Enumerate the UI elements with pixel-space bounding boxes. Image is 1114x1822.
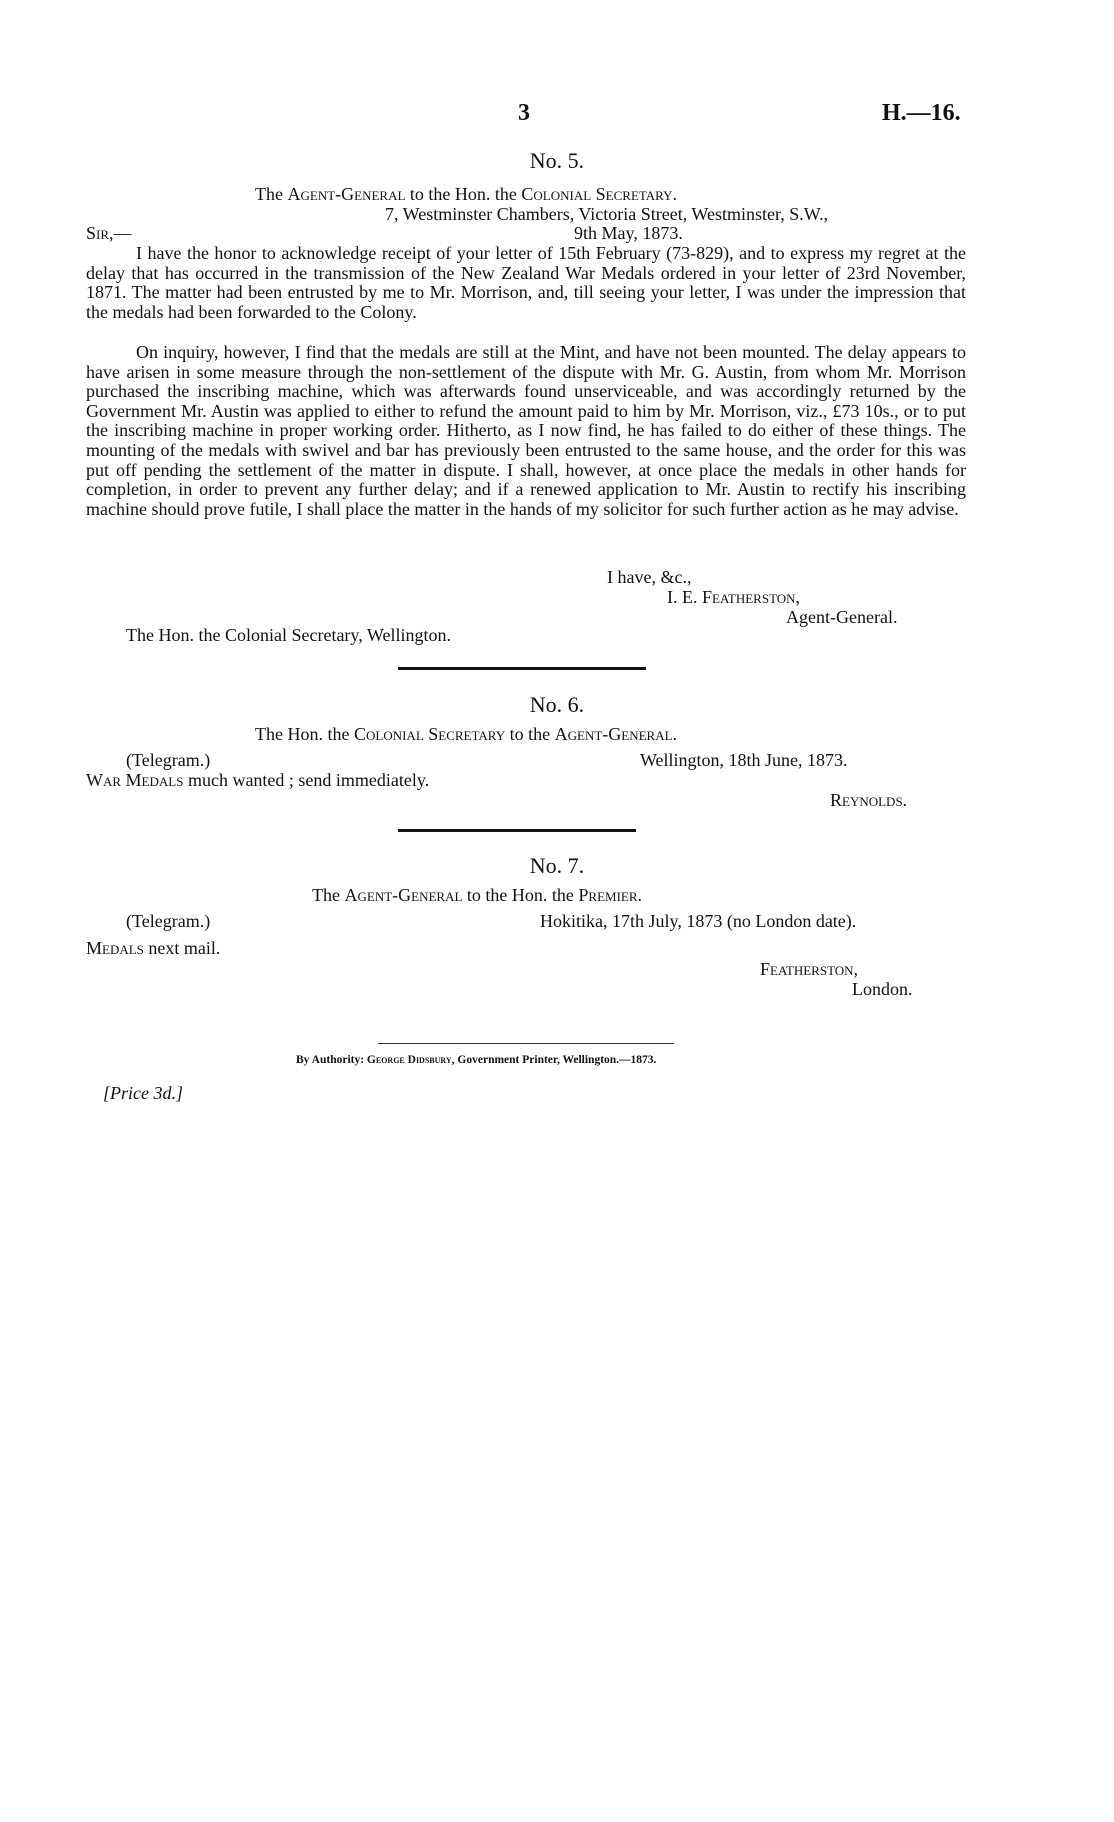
section-divider bbox=[398, 667, 646, 670]
printer-authority bbox=[296, 1054, 656, 1066]
heading-prefix: The bbox=[255, 184, 288, 204]
heading-middle: to the Hon. the bbox=[462, 885, 579, 905]
closing: I have, &c., bbox=[607, 567, 692, 587]
signature bbox=[667, 587, 800, 608]
letter-7-place-date: Hokitika, 17th July, 1873 (no London date). bbox=[540, 911, 857, 931]
letter-5-heading bbox=[255, 184, 677, 205]
heading-prefix: The Hon. the bbox=[255, 724, 354, 744]
heading-middle: to the bbox=[505, 724, 555, 744]
heading-to: Agent-General. bbox=[554, 724, 678, 744]
heading-from: Colonial Secretary bbox=[353, 724, 506, 744]
letter-6-signature: Reynolds. bbox=[830, 790, 908, 810]
letter-7-signature-place: London. bbox=[852, 979, 913, 999]
body-caps: Medals bbox=[86, 938, 144, 958]
letter-5-paragraph-1: I have the honor to acknowledge receipt of your letter of 15th February (73-829), and to express my regret at the delay that has occurred in the transmission of the New Zealand War Medals ordered in your letter of 23rd November, 1871. The matter had been entrusted by me to Mr. Morrison, and, till seeing your letter, I was under the impression that the medals had been forwarded to the Colony. bbox=[86, 243, 966, 322]
letter-6-body bbox=[86, 770, 429, 791]
letter-7-type: (Telegram.) bbox=[126, 911, 211, 931]
letter-5-number: No. 5. bbox=[529, 148, 585, 173]
heading-to: Premier. bbox=[578, 885, 643, 905]
letter-7-number: No. 7. bbox=[529, 853, 585, 878]
authority-rest: , Government Printer, Wellington.—1873. bbox=[451, 1054, 657, 1066]
letter-7-heading bbox=[312, 885, 642, 906]
letter-date: 9th May, 1873. bbox=[574, 223, 683, 243]
letter-6-place-date: Wellington, 18th June, 1873. bbox=[640, 750, 848, 770]
body-text: next mail. bbox=[143, 938, 221, 958]
letter-7-body bbox=[86, 938, 220, 959]
heading-prefix: The bbox=[312, 885, 345, 905]
signature-initials: I. E. bbox=[667, 587, 702, 607]
heading-from: Agent-General bbox=[344, 885, 463, 905]
page-number: 3 bbox=[518, 100, 530, 126]
letter-7-signature: Featherston, bbox=[760, 959, 859, 979]
salutation: Sir,— bbox=[86, 223, 132, 243]
heading-to: Colonial Secretary. bbox=[521, 184, 678, 204]
authority-prefix: By Authority: bbox=[296, 1054, 367, 1066]
letter-5-paragraph-2: On inquiry, however, I find that the medals are still at the Mint, and have not been mounted. The delay appears to have arisen in some measure through the non-settlement of the dispute with Mr. G. Austin, from whom Mr. Morrison purchased the inscribing machine, which was afterwards found unserviceable, and was accordingly returned by the Government Mr. Austin was applied to either to refund the amount paid to him by Mr. Morrison, viz., £73 10s., or to put the inscribing machine in proper working order. Hitherto, as I now find, he has failed to do either of these things. The mounting of the medals with swivel and bar has previously been entrusted to the same house, and the order for this was put off pending the settlement of the matter in dispute. I shall, however, at once place the medals in other hands for completion, in order to prevent any further delay; and if a renewed application to Mr. Austin to rectify his inscribing machine should prove futile, I shall place the matter in the hands of my solicitor for such further action as he may advise. bbox=[86, 342, 966, 519]
letter-6-type: (Telegram.) bbox=[126, 750, 211, 770]
heading-from: Agent-General bbox=[287, 184, 406, 204]
recipient: The Hon. the Colonial Secretary, Wellington. bbox=[126, 625, 451, 645]
letter-6-heading bbox=[255, 724, 677, 745]
signature-name: Featherston, bbox=[702, 587, 801, 607]
signature-title: Agent-General. bbox=[786, 607, 898, 627]
printer-name: George Didsbury bbox=[366, 1054, 452, 1066]
footer-divider bbox=[378, 1043, 674, 1044]
heading-middle: to the Hon. the bbox=[405, 184, 522, 204]
price: [Price 3d.] bbox=[103, 1083, 183, 1103]
body-caps: War Medals bbox=[86, 770, 184, 790]
letter-6-number: No. 6. bbox=[529, 692, 585, 717]
sender-address: 7, Westminster Chambers, Victoria Street, Westminster, S.W., bbox=[385, 204, 829, 224]
document-reference: H.—16. bbox=[882, 100, 961, 126]
section-divider bbox=[398, 829, 636, 832]
body-text: much wanted ; send immediately. bbox=[183, 770, 430, 790]
